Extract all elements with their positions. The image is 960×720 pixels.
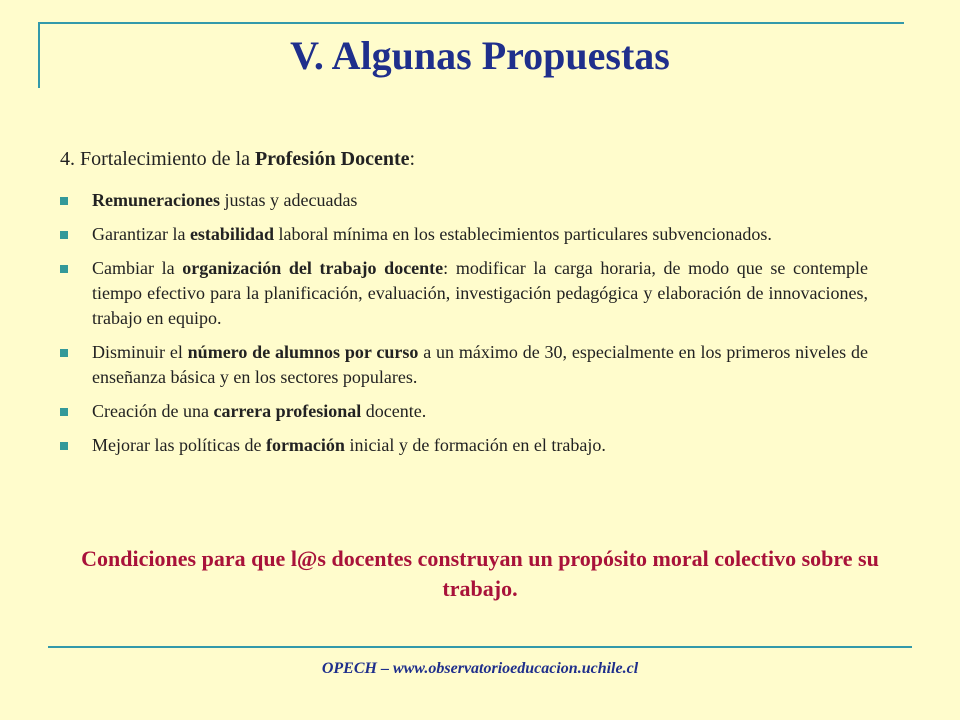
bullet-item bbox=[60, 340, 868, 390]
square-bullet-icon bbox=[60, 442, 68, 450]
bullet-text: justas y adecuadas bbox=[219, 190, 358, 210]
bullet-text: inicial y de formación en el trabajo. bbox=[344, 435, 606, 455]
bullet-bold-text: número de alumnos por curso bbox=[187, 342, 419, 362]
bullet-text: laboral mínima en los establecimientos particulares subvencionados. bbox=[273, 224, 772, 244]
bullet-bold-text: estabilidad bbox=[189, 224, 274, 244]
bullet-bold-text: carrera profesional bbox=[213, 401, 362, 421]
section-heading bbox=[60, 148, 860, 171]
bullet-text: Disminuir el bbox=[92, 342, 188, 362]
conclusion-text: Condiciones para que l@s docentes construyan un propósito moral colectivo sobre su trabajo. bbox=[81, 546, 879, 601]
square-bullet-icon bbox=[60, 231, 68, 239]
bullet-text: Garantizar la bbox=[92, 224, 190, 244]
section-heading-suffix: : bbox=[409, 148, 416, 170]
frame-top-line bbox=[38, 22, 904, 24]
bullet-text: Cambiar la bbox=[92, 258, 183, 278]
bullet-item bbox=[60, 222, 868, 247]
bullet-item bbox=[60, 399, 868, 424]
square-bullet-icon bbox=[60, 349, 68, 357]
frame-bottom-line bbox=[48, 646, 912, 648]
section-heading-bold: Profesión Docente bbox=[254, 148, 410, 170]
section-heading-prefix: 4. Fortalecimiento de la bbox=[60, 148, 255, 170]
slide-title: V. Algunas Propuestas bbox=[290, 33, 670, 78]
bullet-text: docente. bbox=[361, 401, 427, 421]
bullet-text: a un máximo de 30, especialmente en los primeros niveles de enseñanza básica y en los sectores populares. bbox=[92, 342, 868, 387]
bullet-text: Mejorar las políticas de bbox=[92, 435, 266, 455]
square-bullet-icon bbox=[60, 408, 68, 416]
footer-text: OPECH – www.observatorioeducacion.uchile.cl bbox=[321, 660, 639, 677]
bullet-text: : modificar la carga horaria, de modo que se contemple tiempo efectivo para la planificación, evaluación, investigación pedagógica y elaboración de innovaciones, trabajo en equipo. bbox=[92, 258, 868, 328]
bullet-bold-text: organización del trabajo docente bbox=[182, 258, 444, 278]
square-bullet-icon bbox=[60, 197, 68, 205]
bullet-item bbox=[60, 256, 868, 331]
bullet-bold-text: Remuneraciones bbox=[92, 190, 220, 210]
bullet-list bbox=[60, 188, 868, 467]
bullet-item bbox=[60, 188, 868, 213]
square-bullet-icon bbox=[60, 265, 68, 273]
bullet-item bbox=[60, 433, 868, 458]
bullet-bold-text: formación bbox=[265, 435, 345, 455]
bullet-text: Creación de una bbox=[92, 401, 214, 421]
